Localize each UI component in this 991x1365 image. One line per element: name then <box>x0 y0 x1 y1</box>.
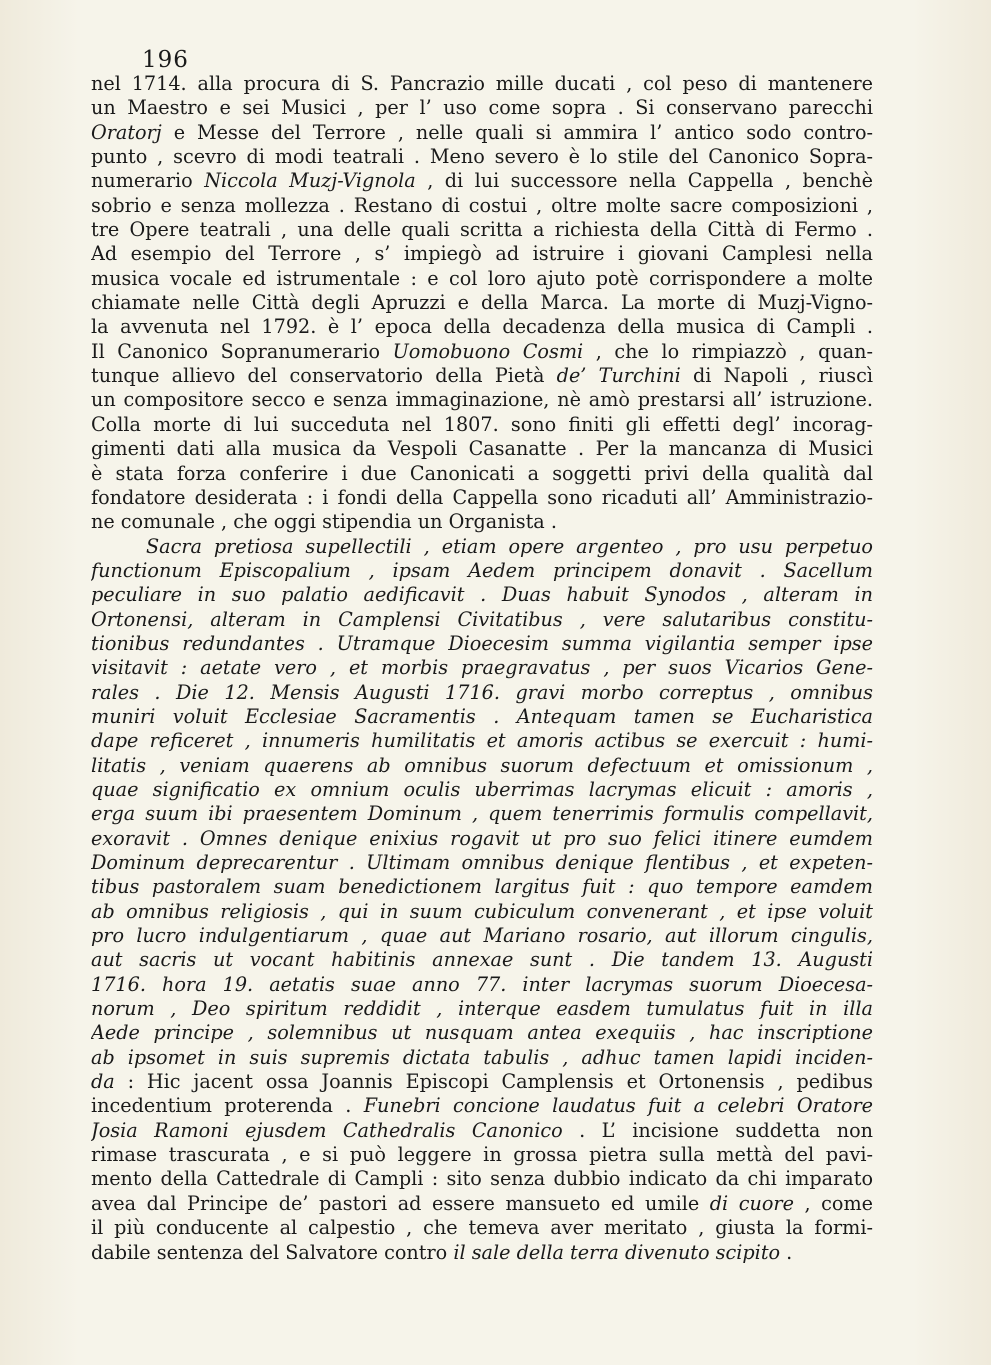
text-segment: avea dal Principe de’ pastori ad essere mansueto ed umile <box>91 1191 710 1215</box>
text-line <box>91 705 873 729</box>
italic-text: Funebri concione laudatus fuit a celebri Oratore <box>363 1094 873 1118</box>
text-segment: fondatore desiderata : i fondi della Cappella sono ricaduti all’ Amministrazio- <box>91 485 873 509</box>
text-line <box>91 973 873 997</box>
text-segment: Ad esempio del Terrore , s’ impiegò ad istruire i giovani Camplesi nella <box>91 242 873 266</box>
text-segment: numerario <box>91 169 205 193</box>
body-text <box>91 72 873 1265</box>
text-segment: musica vocale ed istrumentale : e col loro ajuto potè corrispondere a molte <box>91 266 873 290</box>
text-line <box>91 997 873 1021</box>
text-line <box>91 1119 873 1143</box>
italic-text: Josia Ramoni ejusdem Cathedralis Canonico <box>91 1118 563 1142</box>
text-segment: è stata forza conferire i due Canonicati a soggetti privi della qualità dal <box>91 461 873 485</box>
text-line <box>91 608 873 632</box>
italic-text: pro lucro indulgentiarum , quae aut Mariano rosario, aut illorum cingulis, <box>91 924 873 948</box>
text-line <box>91 194 873 218</box>
text-line <box>91 632 873 656</box>
text-line <box>91 851 873 875</box>
italic-text: aut sacris ut vocant habitinis annexae sunt . Die tandem 13. Augusti <box>91 948 873 972</box>
italic-text: peculiare in suo palatio aedificavit . Duas habuit Synodos , alteram in <box>91 583 873 607</box>
text-segment: il più conducente al calpestio , che temeva aver meritato , giusta la formi- <box>91 1216 873 1240</box>
text-segment: Il Canonico Sopranumerario <box>91 339 393 363</box>
italic-text: de’ Turchini <box>556 364 681 388</box>
page-number: 196 <box>142 47 189 73</box>
italic-text: norum , Deo spiritum reddidit , interque easdem tumulatus fuit in illa <box>91 997 873 1021</box>
italic-text: rales . Die 12. Mensis Augusti 1716. gravi morbo correptus , omnibus <box>91 680 873 704</box>
text-segment: : Hic jacent ossa Joannis Episcopi Camplensis et Ortonensis , pedibus <box>114 1070 873 1094</box>
text-segment: sobrio e senza mollezza . Restano di costui , oltre molte sacre composizioni , <box>91 193 873 217</box>
text-segment: rimase trascurata , e si può leggere in grossa pietra sulla mettà del pavi- <box>91 1143 873 1167</box>
italic-text: Niccola Muzj-Vignola <box>204 169 416 193</box>
italic-text: di cuore <box>709 1191 794 1215</box>
text-line <box>91 364 873 388</box>
italic-text: visitavit : aetate vero , et morbis praegravatus , per suos Vicarios Gene- <box>91 656 873 680</box>
text-segment: chiamate nelle Città degli Apruzzi e della Marca. La morte di Muzj-Vigno- <box>91 291 873 315</box>
text-line <box>91 340 873 364</box>
italic-text: ab ipsomet in suis supremis dictata tabulis , adhuc tamen lapidi inciden- <box>91 1045 873 1069</box>
text-line <box>91 1167 873 1191</box>
italic-text: Uomobuono Cosmi <box>392 339 584 363</box>
italic-text: il sale della terra divenuto scipito <box>453 1240 781 1264</box>
text-segment: tre Opere teatrali , una delle quali scritta a richiesta della Città di Fermo . <box>91 218 873 242</box>
text-line <box>91 1192 873 1216</box>
text-segment: Colla morte di lui succeduta nel 1807. sono finiti gli effetti degl’ incorag- <box>91 412 873 436</box>
text-line <box>91 242 873 266</box>
text-line <box>91 486 873 510</box>
text-segment: punto , scevro di modi teatrali . Meno severo è lo stile del Canonico Sopra- <box>91 145 873 169</box>
text-line <box>91 681 873 705</box>
text-line <box>91 1070 873 1094</box>
italic-text: Aede principe , solemnibus ut nusquam antea exequiis , hac inscriptione <box>91 1021 873 1045</box>
italic-text: Dominum deprecarentur . Ultimam omnibus denique flentibus , et expeten- <box>91 851 873 874</box>
text-segment: tunque allievo del conservatorio della Pietà <box>91 364 557 388</box>
text-line <box>91 1216 873 1240</box>
text-segment: un compositore secco e senza immaginazione, nè amò prestarsi all’ istruzione. <box>91 388 873 412</box>
text-line <box>91 802 873 826</box>
text-line <box>91 96 873 120</box>
text-segment: nel 1714. alla procura di S. Pancrazio mille ducati , col peso di mantenere <box>91 72 873 95</box>
italic-text: tionibus redundantes . Utramque Dioecesim summa vigilantia semper ipse <box>91 631 873 655</box>
text-line <box>91 924 873 948</box>
text-line <box>91 72 873 96</box>
text-segment: , di lui successore nella Cappella , benchè <box>415 169 873 193</box>
text-line <box>91 778 873 802</box>
text-line <box>91 754 873 778</box>
text-segment: di Napoli , riuscì <box>680 364 873 388</box>
text-line <box>91 315 873 339</box>
text-segment: mento della Cattedrale di Campli : sito senza dubbio indicato da chi imparato <box>91 1167 873 1191</box>
text-line <box>91 900 873 924</box>
text-segment: dabile sentenza del Salvatore contro <box>91 1240 454 1264</box>
text-segment: la avvenuta nel 1792. è l’ epoca della decadenza della musica di Campli . <box>91 315 873 339</box>
text-segment: , che lo rimpiazzò , quan- <box>583 339 873 363</box>
text-line <box>91 583 873 607</box>
italic-text: erga suum ibi praesentem Dominum , quem tenerrimis formulis compellavit, <box>91 802 873 826</box>
text-line <box>91 559 873 583</box>
text-segment: e Messe del Terrore , nelle quali si ammira l’ antico sodo contro- <box>161 120 873 144</box>
italic-text: Ortonensi, alteram in Camplensi Civitatibus , vere salutaribus constitu- <box>91 607 873 631</box>
italic-text: litatis , veniam quaerens ab omnibus suorum defectuum et omissionum , <box>91 753 873 777</box>
italic-text: functionum Episcopalium , ipsam Aedem principem donavit . Sacellum <box>91 558 873 582</box>
text-line <box>91 656 873 680</box>
text-line <box>91 169 873 193</box>
text-line <box>91 218 873 242</box>
text-segment: incedentium proterenda . <box>91 1094 364 1118</box>
text-line <box>91 388 873 412</box>
italic-text: da <box>91 1070 115 1094</box>
text-line <box>91 827 873 851</box>
text-line <box>91 291 873 315</box>
text-line <box>91 535 873 559</box>
text-segment: gimenti dati alla musica da Vespoli Casanatte . Per la mancanza di Musici <box>91 437 873 461</box>
text-segment: ne comunale , che oggi stipendia un Organista . <box>91 510 557 534</box>
text-line <box>91 1143 873 1167</box>
italic-text: 1716. hora 19. aetatis suae anno 77. inter lacrymas suorum Dioecesa- <box>91 972 873 996</box>
text-segment: , come <box>793 1191 873 1215</box>
text-segment: . <box>780 1240 793 1264</box>
italic-text: muniri voluit Ecclesiae Sacramentis . Antequam tamen se Eucharistica <box>91 704 873 728</box>
text-line <box>91 729 873 753</box>
italic-text: tibus pastoralem suam benedictionem largitus fuit : quo tempore eamdem <box>91 875 873 899</box>
text-line <box>91 145 873 169</box>
text-line <box>91 267 873 291</box>
text-line <box>91 462 873 486</box>
italic-text: quae significatio ex omnium oculis uberrimas lacrymas elicuit : amoris , <box>91 777 873 801</box>
italic-text: exoravit . Omnes denique enixius rogavit ut pro suo felici itinere eumdem <box>91 826 873 850</box>
text-line <box>91 510 873 534</box>
text-line <box>91 1241 873 1265</box>
italic-text: dape reficeret , innumeris humilitatis et amoris actibus se exercuit : humi- <box>91 729 873 753</box>
text-line <box>91 413 873 437</box>
text-line <box>91 1046 873 1070</box>
text-line <box>91 875 873 899</box>
text-line <box>91 1021 873 1045</box>
text-line <box>91 948 873 972</box>
text-line <box>91 1094 873 1118</box>
italic-text: Oratorj <box>91 120 162 144</box>
text-segment: un Maestro e sei Musici , per l’ uso come sopra . Si conservano parecchi <box>91 96 873 120</box>
italic-text: ab omnibus religiosis , qui in suum cubiculum convenerant , et ipse voluit <box>91 899 873 923</box>
italic-text: Sacra pretiosa supellectili , etiam opere argenteo , pro usu perpetuo <box>146 534 873 558</box>
text-line <box>91 121 873 145</box>
text-segment: . L’ incisione suddetta non <box>562 1118 873 1142</box>
text-line <box>91 437 873 461</box>
